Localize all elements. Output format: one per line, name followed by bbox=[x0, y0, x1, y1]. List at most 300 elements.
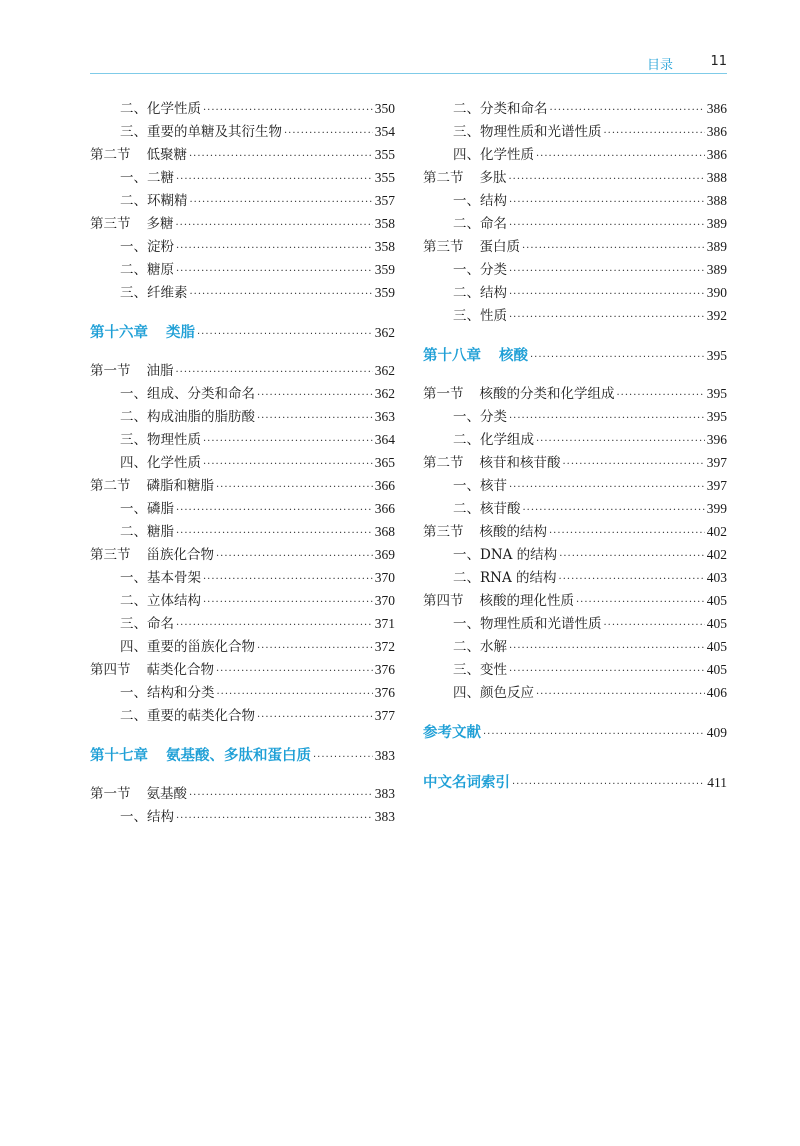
toc-section[interactable] bbox=[90, 782, 395, 805]
dot-leader bbox=[176, 168, 373, 191]
toc-number: 第二节 bbox=[423, 455, 464, 471]
toc-page-number: 368 bbox=[374, 524, 395, 539]
toc-title: 三、变性 bbox=[453, 662, 507, 678]
toc-page-number: 358 bbox=[374, 216, 395, 231]
dot-leader bbox=[176, 614, 373, 637]
toc-label bbox=[453, 190, 507, 213]
toc-page-number: 354 bbox=[374, 124, 395, 139]
dot-leader bbox=[559, 545, 705, 568]
toc-label bbox=[90, 544, 214, 567]
toc-item[interactable] bbox=[423, 566, 727, 589]
toc-item[interactable] bbox=[423, 658, 727, 681]
toc-item[interactable] bbox=[90, 451, 395, 474]
toc-number: 第一节 bbox=[90, 363, 131, 379]
toc-item[interactable] bbox=[90, 635, 395, 658]
toc-number: 第三节 bbox=[423, 239, 464, 255]
toc-label bbox=[453, 544, 557, 567]
toc-label bbox=[120, 259, 174, 282]
toc-section[interactable] bbox=[90, 212, 395, 235]
toc-label bbox=[120, 236, 174, 259]
dot-leader bbox=[203, 99, 373, 122]
dot-leader bbox=[176, 361, 373, 384]
toc-label bbox=[423, 383, 615, 406]
dot-leader bbox=[257, 637, 373, 660]
toc-page-number: 383 bbox=[374, 748, 395, 763]
toc-label bbox=[453, 682, 534, 705]
toc-title: 蛋白质 bbox=[479, 239, 520, 255]
toc-title: 甾族化合物 bbox=[146, 547, 214, 563]
dot-leader bbox=[604, 614, 705, 637]
dot-leader bbox=[576, 591, 705, 614]
toc-item[interactable] bbox=[90, 704, 395, 727]
dot-leader bbox=[559, 568, 705, 591]
toc-item[interactable] bbox=[90, 258, 395, 281]
toc-page-number: 389 bbox=[706, 239, 727, 254]
toc-chapter[interactable] bbox=[90, 319, 395, 347]
toc-page-number: 402 bbox=[706, 547, 727, 562]
toc-section[interactable] bbox=[423, 520, 727, 543]
toc-page-number: 411 bbox=[707, 775, 727, 790]
toc-number: 第二节 bbox=[90, 147, 131, 163]
toc-item[interactable] bbox=[90, 382, 395, 405]
toc-page-number: 366 bbox=[374, 478, 395, 493]
toc-item[interactable] bbox=[423, 281, 727, 304]
toc-label bbox=[453, 429, 534, 452]
toc-item[interactable] bbox=[423, 212, 727, 235]
dot-leader bbox=[549, 522, 705, 545]
toc-label bbox=[120, 567, 201, 590]
toc-title: 氨基酸、多肽和蛋白质 bbox=[166, 748, 311, 764]
toc-label bbox=[453, 98, 548, 121]
toc-title: 二、环糊精 bbox=[120, 193, 188, 209]
toc-page-number: 357 bbox=[374, 193, 395, 208]
dot-leader bbox=[203, 591, 373, 614]
dot-leader bbox=[509, 283, 705, 306]
toc-title: 一、基本骨架 bbox=[120, 570, 201, 586]
toc-title: 二、分类和命名 bbox=[453, 101, 548, 117]
toc-title: 一、磷脂 bbox=[120, 501, 174, 517]
toc-label bbox=[120, 98, 201, 121]
toc-item[interactable] bbox=[423, 304, 727, 327]
dot-leader bbox=[313, 744, 373, 772]
toc-title: 参考文献 bbox=[423, 725, 481, 741]
toc-page-number: 396 bbox=[706, 432, 727, 447]
toc-section[interactable] bbox=[90, 543, 395, 566]
toc-item[interactable] bbox=[90, 166, 395, 189]
toc-label bbox=[120, 452, 201, 475]
toc-label bbox=[90, 742, 311, 770]
toc-page-number: 366 bbox=[374, 501, 395, 516]
toc-item[interactable] bbox=[423, 189, 727, 212]
toc-section[interactable] bbox=[90, 143, 395, 166]
header-rule bbox=[90, 73, 727, 74]
toc-item[interactable] bbox=[423, 120, 727, 143]
toc-item[interactable] bbox=[90, 520, 395, 543]
toc-page-number: 405 bbox=[706, 616, 727, 631]
dot-leader bbox=[257, 706, 373, 729]
toc-chapter[interactable] bbox=[423, 719, 727, 747]
toc-page-number: 376 bbox=[374, 662, 395, 677]
running-title: 目录 bbox=[646, 58, 673, 73]
toc-item[interactable] bbox=[90, 497, 395, 520]
toc-item[interactable] bbox=[423, 474, 727, 497]
toc-number: 第十七章 bbox=[90, 748, 148, 764]
toc-page-number: 383 bbox=[374, 786, 395, 801]
dot-leader bbox=[190, 283, 373, 306]
toc-title: 二、糖原 bbox=[120, 262, 174, 278]
toc-title: 一、核苷 bbox=[453, 478, 507, 494]
toc-label bbox=[120, 190, 188, 213]
toc-number: 第二节 bbox=[423, 170, 464, 186]
toc-chapter[interactable] bbox=[423, 769, 727, 797]
toc-title: 三、纤维素 bbox=[120, 285, 188, 301]
toc-title: 二、糖脂 bbox=[120, 524, 174, 540]
toc-page-number: 405 bbox=[706, 662, 727, 677]
toc-section[interactable] bbox=[423, 166, 727, 189]
toc-page-number: 363 bbox=[374, 409, 395, 424]
toc-label bbox=[120, 383, 255, 406]
toc-section[interactable] bbox=[423, 382, 727, 405]
toc-item[interactable] bbox=[423, 97, 727, 120]
toc-page-number: 392 bbox=[706, 308, 727, 323]
toc-section[interactable] bbox=[423, 589, 727, 612]
dot-leader bbox=[176, 260, 373, 283]
toc-title: 二、重要的萜类化合物 bbox=[120, 708, 255, 724]
toc-page-number: 362 bbox=[374, 325, 395, 340]
toc-item[interactable] bbox=[90, 120, 395, 143]
toc-item[interactable] bbox=[90, 405, 395, 428]
toc-title: 四、颜色反应 bbox=[453, 685, 534, 701]
toc-label bbox=[453, 475, 507, 498]
toc-number: 第三节 bbox=[90, 216, 131, 232]
dot-leader bbox=[512, 771, 705, 799]
toc-item[interactable] bbox=[423, 405, 727, 428]
toc-page-number: 350 bbox=[374, 101, 395, 116]
toc-page-number: 389 bbox=[706, 262, 727, 277]
toc-section[interactable] bbox=[90, 359, 395, 382]
toc-label bbox=[90, 360, 174, 383]
toc-label bbox=[90, 319, 195, 347]
dot-leader bbox=[284, 122, 373, 145]
dot-leader bbox=[509, 637, 705, 660]
toc-label bbox=[90, 783, 187, 806]
toc-page-number: 372 bbox=[374, 639, 395, 654]
toc-title: 三、物理性质和光谱性质 bbox=[453, 124, 602, 140]
toc-label bbox=[120, 429, 201, 452]
toc-title: 四、化学性质 bbox=[453, 147, 534, 163]
toc-page-number: 395 bbox=[706, 386, 727, 401]
toc-title: 二、化学性质 bbox=[120, 101, 201, 117]
toc-item[interactable] bbox=[90, 589, 395, 612]
toc-number: 第一节 bbox=[90, 786, 131, 802]
toc-title: 一、结构 bbox=[120, 809, 174, 825]
toc-page-number: 362 bbox=[374, 363, 395, 378]
dot-leader bbox=[509, 306, 705, 329]
toc-label bbox=[453, 636, 507, 659]
toc-page-number: 377 bbox=[374, 708, 395, 723]
toc-item[interactable] bbox=[90, 428, 395, 451]
dot-leader bbox=[189, 145, 373, 168]
dot-leader bbox=[530, 344, 705, 372]
toc-page-number: 386 bbox=[706, 124, 727, 139]
toc-label bbox=[453, 567, 557, 590]
toc-page-number: 386 bbox=[706, 147, 727, 162]
toc-title: 三、重要的单糖及其衍生物 bbox=[120, 124, 282, 140]
toc-number: 第十六章 bbox=[90, 325, 148, 341]
toc-section[interactable] bbox=[423, 235, 727, 258]
toc-page-number: 355 bbox=[374, 170, 395, 185]
dot-leader bbox=[217, 683, 373, 706]
toc-number: 第四节 bbox=[90, 662, 131, 678]
toc-page-number: 359 bbox=[374, 262, 395, 277]
dot-leader bbox=[536, 683, 705, 706]
toc-title: 一、二糖 bbox=[120, 170, 174, 186]
toc-page-number: 371 bbox=[374, 616, 395, 631]
toc-title: 多肽 bbox=[479, 170, 507, 186]
toc-title: 一、物理性质和光谱性质 bbox=[453, 616, 602, 632]
toc-page-number: 362 bbox=[374, 386, 395, 401]
toc-title: 一、组成、分类和命名 bbox=[120, 386, 255, 402]
toc-page-number: 358 bbox=[374, 239, 395, 254]
toc-chapter[interactable] bbox=[423, 342, 727, 370]
toc-label bbox=[453, 498, 521, 521]
toc-page-number: 402 bbox=[706, 524, 727, 539]
toc-label bbox=[120, 282, 188, 305]
dot-leader bbox=[509, 476, 705, 499]
toc-number: 第四节 bbox=[423, 593, 464, 609]
dot-leader bbox=[509, 214, 705, 237]
toc-label bbox=[120, 613, 174, 636]
toc-page-number: 405 bbox=[706, 639, 727, 654]
toc-page-number: 388 bbox=[706, 170, 727, 185]
toc-title: 氨基酸 bbox=[146, 786, 187, 802]
toc-label bbox=[120, 498, 174, 521]
toc-label bbox=[453, 259, 507, 282]
toc-label bbox=[90, 475, 214, 498]
toc-item[interactable] bbox=[90, 681, 395, 704]
toc-page-number: 390 bbox=[706, 285, 727, 300]
toc-item[interactable] bbox=[423, 681, 727, 704]
dot-leader bbox=[509, 168, 705, 191]
toc-label bbox=[120, 705, 255, 728]
toc-title: 核酸的分类和化学组成 bbox=[479, 386, 615, 402]
dot-leader bbox=[203, 453, 373, 476]
toc-page-number: 397 bbox=[706, 478, 727, 493]
toc-page-number: 388 bbox=[706, 193, 727, 208]
toc-number: 第三节 bbox=[90, 547, 131, 563]
toc-label bbox=[423, 452, 561, 475]
toc-section[interactable] bbox=[90, 658, 395, 681]
toc-title: 一、结构和分类 bbox=[120, 685, 215, 701]
dot-leader bbox=[483, 721, 705, 749]
dot-leader bbox=[522, 237, 705, 260]
toc-title: 一、分类 bbox=[453, 409, 507, 425]
dot-leader bbox=[216, 660, 373, 683]
dot-leader bbox=[190, 191, 373, 214]
toc-label bbox=[423, 167, 507, 190]
toc-number: 第三节 bbox=[423, 524, 464, 540]
dot-leader bbox=[257, 407, 373, 430]
toc-item[interactable] bbox=[90, 281, 395, 304]
toc-label bbox=[423, 521, 547, 544]
toc-title: 萜类化合物 bbox=[146, 662, 214, 678]
toc-page-number: 365 bbox=[374, 455, 395, 470]
toc-section[interactable] bbox=[423, 451, 727, 474]
dot-leader bbox=[176, 214, 373, 237]
toc-label bbox=[120, 806, 174, 829]
toc-title: 核酸的结构 bbox=[479, 524, 547, 540]
toc-page-number: 376 bbox=[374, 685, 395, 700]
toc-number: 第十八章 bbox=[423, 348, 481, 364]
toc-label bbox=[453, 213, 507, 236]
toc-title: 一、分类 bbox=[453, 262, 507, 278]
toc-page-number: 406 bbox=[706, 685, 727, 700]
dot-leader bbox=[176, 499, 373, 522]
toc-item[interactable] bbox=[90, 189, 395, 212]
toc-page-number: 364 bbox=[374, 432, 395, 447]
toc-page-number: 370 bbox=[374, 570, 395, 585]
toc-label bbox=[423, 769, 510, 797]
toc-label bbox=[453, 659, 507, 682]
toc-page-number: 359 bbox=[374, 285, 395, 300]
dot-leader bbox=[604, 122, 705, 145]
toc-page-number: 395 bbox=[706, 348, 727, 363]
toc-title: 二、化学组成 bbox=[453, 432, 534, 448]
toc-label bbox=[120, 682, 215, 705]
toc-chapter[interactable] bbox=[90, 742, 395, 770]
toc-page-number: 405 bbox=[706, 593, 727, 608]
toc-label bbox=[453, 121, 602, 144]
toc-title: 二、结构 bbox=[453, 285, 507, 301]
toc-page-number: 383 bbox=[374, 809, 395, 824]
toc-title: 三、性质 bbox=[453, 308, 507, 324]
toc-title: 二、命名 bbox=[453, 216, 507, 232]
toc-title: 一、DNA 的结构 bbox=[453, 547, 558, 563]
toc-title: 油脂 bbox=[146, 363, 174, 379]
dot-leader bbox=[203, 568, 373, 591]
dot-leader bbox=[509, 191, 705, 214]
toc-item[interactable] bbox=[90, 235, 395, 258]
dot-leader bbox=[257, 384, 373, 407]
toc-title: 中文名词索引 bbox=[423, 775, 510, 791]
toc-title: 一、淀粉 bbox=[120, 239, 174, 255]
toc-page-number: 355 bbox=[374, 147, 395, 162]
toc-page-number: 397 bbox=[706, 455, 727, 470]
toc-page-number: 389 bbox=[706, 216, 727, 231]
toc-label bbox=[120, 521, 174, 544]
toc-label bbox=[120, 636, 255, 659]
toc-label bbox=[453, 406, 507, 429]
toc-item[interactable] bbox=[423, 143, 727, 166]
toc-title: 二、立体结构 bbox=[120, 593, 201, 609]
toc-title: 磷脂和糖脂 bbox=[146, 478, 214, 494]
dot-leader bbox=[509, 407, 705, 430]
toc-page-number: 370 bbox=[374, 593, 395, 608]
dot-leader bbox=[617, 384, 705, 407]
toc-number: 第一节 bbox=[423, 386, 464, 402]
dot-leader bbox=[176, 522, 373, 545]
dot-leader bbox=[536, 145, 705, 168]
toc-label bbox=[423, 342, 528, 370]
toc-title: 二、核苷酸 bbox=[453, 501, 521, 517]
toc-title: 多糖 bbox=[146, 216, 174, 232]
toc-page-number: 409 bbox=[706, 725, 727, 740]
toc-page-number: 369 bbox=[374, 547, 395, 562]
toc-section[interactable] bbox=[90, 474, 395, 497]
toc-item[interactable] bbox=[423, 258, 727, 281]
toc-item[interactable] bbox=[90, 566, 395, 589]
dot-leader bbox=[509, 660, 705, 683]
toc-number: 第二节 bbox=[90, 478, 131, 494]
toc-column-left bbox=[90, 97, 395, 828]
toc-title: 核酸 bbox=[499, 348, 528, 364]
toc-label bbox=[423, 236, 520, 259]
dot-leader bbox=[197, 321, 373, 349]
toc-title: 核酸的理化性质 bbox=[479, 593, 574, 609]
toc-title: 一、结构 bbox=[453, 193, 507, 209]
page-header bbox=[90, 54, 727, 74]
dot-leader bbox=[189, 784, 373, 807]
toc-item[interactable] bbox=[423, 635, 727, 658]
toc-item[interactable] bbox=[90, 805, 395, 828]
dot-leader bbox=[176, 807, 373, 830]
toc-page-number: 403 bbox=[706, 570, 727, 585]
dot-leader bbox=[216, 476, 373, 499]
toc-title: 四、化学性质 bbox=[120, 455, 201, 471]
toc-page-number: 395 bbox=[706, 409, 727, 424]
dot-leader bbox=[216, 545, 373, 568]
toc-page-number: 386 bbox=[706, 101, 727, 116]
dot-leader bbox=[509, 260, 705, 283]
toc-item[interactable] bbox=[423, 428, 727, 451]
dot-leader bbox=[550, 99, 705, 122]
toc-label bbox=[423, 719, 481, 747]
toc-title: 二、构成油脂的脂肪酸 bbox=[120, 409, 255, 425]
toc-label bbox=[120, 590, 201, 613]
dot-leader bbox=[536, 430, 705, 453]
toc-label bbox=[90, 659, 214, 682]
toc-label bbox=[120, 121, 282, 144]
dot-leader bbox=[176, 237, 373, 260]
toc-label bbox=[120, 406, 255, 429]
toc-column-right bbox=[423, 97, 727, 809]
toc-title: 二、水解 bbox=[453, 639, 507, 655]
toc-title: 四、重要的甾族化合物 bbox=[120, 639, 255, 655]
toc-title: 低聚糖 bbox=[146, 147, 187, 163]
toc-page-number: 399 bbox=[706, 501, 727, 516]
toc-item[interactable] bbox=[90, 612, 395, 635]
toc-label bbox=[453, 613, 602, 636]
toc-title: 三、物理性质 bbox=[120, 432, 201, 448]
toc-title: 类脂 bbox=[166, 325, 195, 341]
toc-label bbox=[90, 144, 187, 167]
toc-label bbox=[453, 144, 534, 167]
toc-item[interactable] bbox=[423, 543, 727, 566]
dot-leader bbox=[203, 430, 373, 453]
toc-item[interactable] bbox=[90, 97, 395, 120]
page-number: 11 bbox=[710, 54, 727, 69]
dot-leader bbox=[563, 453, 705, 476]
toc-item[interactable] bbox=[423, 612, 727, 635]
toc-title: 核苷和核苷酸 bbox=[479, 455, 561, 471]
dot-leader bbox=[523, 499, 705, 522]
toc-label bbox=[120, 167, 174, 190]
toc-label bbox=[453, 305, 507, 328]
toc-item[interactable] bbox=[423, 497, 727, 520]
toc-title: 三、命名 bbox=[120, 616, 174, 632]
toc-label bbox=[423, 590, 574, 613]
toc-title: 二、RNA 的结构 bbox=[453, 570, 557, 586]
